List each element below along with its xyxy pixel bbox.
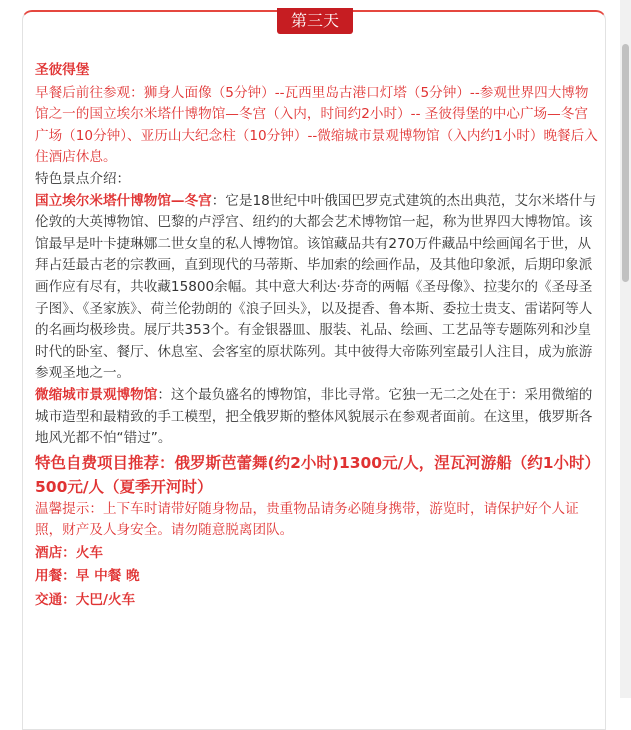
recommendation-text: 特色自费项目推荐：俄罗斯芭蕾舞(约2小时)1300元/人，涅瓦河游船（约1小时）500元/人（夏季开河时） <box>35 453 593 496</box>
miniature-text: ：这个最负盛名的博物馆，非比寻常。它独一无二之处在于：采用微缩的城市造型和最精致的手工模型，把全俄罗斯的整体风貌展示在参观者面前。在这里，俄罗斯各地风光都不怕“错过”。 <box>35 386 593 447</box>
reminder-text: 温馨提示：上下车时请带好随身物品，贵重物品请务必随身携带，游览时，请保护好个人证照，财产及人身安全。请勿随意脱离团队。 <box>35 500 579 539</box>
hermitage-title: 国立埃尔米塔什博物馆—冬宫 <box>35 192 212 209</box>
scrollbar-thumb[interactable] <box>622 44 629 282</box>
features-heading: 特色景点介绍： <box>35 170 131 187</box>
hotel-value: 火车 <box>75 544 103 561</box>
meals-label: 用餐： <box>35 568 76 585</box>
meals-row <box>35 565 600 589</box>
transport-value: 大巴/火车 <box>75 591 136 608</box>
day-content <box>35 60 600 612</box>
meals-value: 早 中餐 晚 <box>75 568 140 585</box>
transport-row <box>35 589 600 613</box>
itinerary-text: 早餐后前往参观：狮身人面像（5分钟）--瓦西里岛古港口灯塔（5分钟）--参观世界四大博物馆之一的国立埃尔米塔什博物馆—冬宫（入内，时间约2小时）-- 圣彼得堡的中心广场—冬宫广场（10分钟）、亚历山大纪念柱（10分钟）--微缩城市景观博物馆（入内约1小时）晚餐后入住酒店休息。 <box>35 84 598 166</box>
miniature-section <box>35 385 600 450</box>
hotel-label: 酒店： <box>35 544 76 561</box>
hermitage-text: ：它是18世纪中叶俄国巴罗克式建筑的杰出典范，艾尔米塔什与伦敦的大英博物馆、巴黎的卢浮宫、纽约的大都会艺术博物馆一起，称为世界四大博物馆。该馆最早是叶卡捷琳娜二世女皇的私人博物馆。该馆藏品共有270万件藏品中绘画闻名于世，从拜占廷最古老的宗教画，直到现代的马蒂斯、毕加索的绘画作品，及其他印象派，后期印象派画作应有尽有，共收藏15800余幅。其中意大利达·芬奇的两幅《圣母像》、拉斐尔的《圣母圣子图》、《圣家族》、荷兰伦勃朗的《浪子回头》，以及提香、鲁本斯、委拉士贵支、雷诺阿等人的名画均极珍贵。展厅共353个。有金银器皿、服装、礼品、绘画、工艺品等专题陈列和沙皇时代的卧室、餐厅、休息室、会客室的原状陈列。其中彼得大帝陈列室最引人注目，成为旅游参观圣地之一。 <box>35 192 597 382</box>
transport-label: 交通： <box>35 591 76 608</box>
miniature-title: 微缩城市景观博物馆 <box>35 386 158 403</box>
trip-facts <box>35 542 600 613</box>
hotel-row <box>35 542 600 566</box>
city-title: 圣彼得堡 <box>35 62 90 78</box>
day-badge: 第三天 <box>277 8 353 34</box>
hermitage-section <box>35 191 600 385</box>
